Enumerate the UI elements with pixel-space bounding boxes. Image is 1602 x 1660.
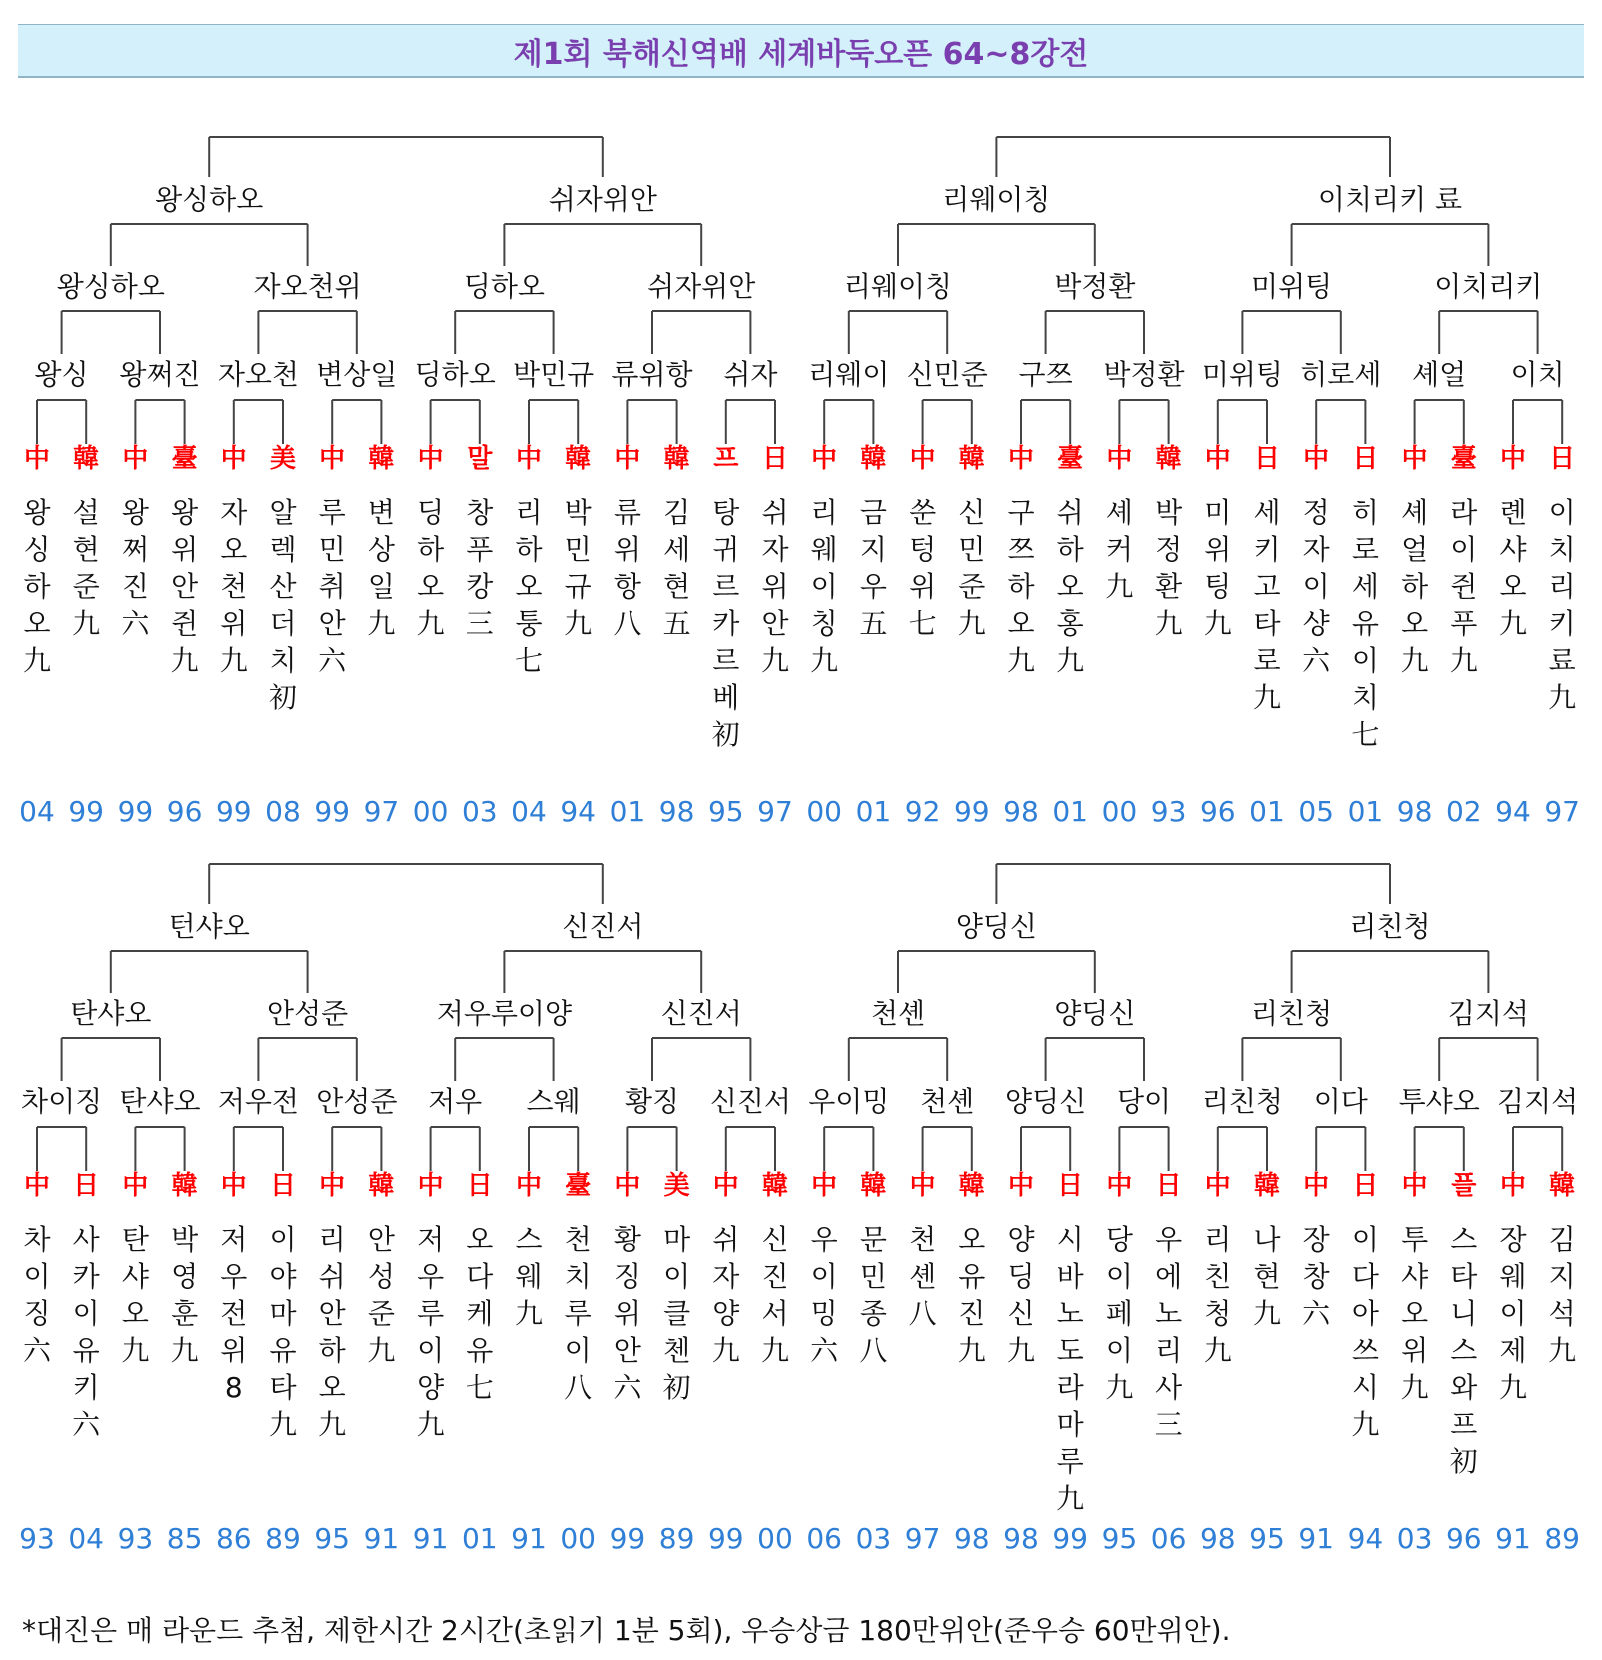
round16-winner: 딩하오 xyxy=(463,270,545,303)
player-name: 이치리키료九 xyxy=(1548,496,1577,714)
birth-year: 05 xyxy=(1298,795,1335,828)
birth-year: 03 xyxy=(1396,1522,1433,1555)
round16-winner: 자오천위 xyxy=(253,270,362,303)
country-flag: 中 xyxy=(122,1171,149,1201)
player-name: 셰얼하오九 xyxy=(1400,496,1429,677)
birth-year: 91 xyxy=(412,1522,449,1555)
round16-winner: 리친청 xyxy=(1251,997,1333,1030)
player-name: 쑨텅위七 xyxy=(908,496,937,640)
country-flag: 韓 xyxy=(1549,1171,1576,1201)
round16-winner: 박정환 xyxy=(1054,270,1136,303)
birth-year: 95 xyxy=(707,795,744,828)
birth-year: 01 xyxy=(1052,795,1089,828)
birth-year: 99 xyxy=(314,795,351,828)
birth-year: 85 xyxy=(166,1522,203,1555)
country-flag: 플 xyxy=(1451,1171,1477,1201)
birth-year: 99 xyxy=(953,795,990,828)
round32-winner: 저우 xyxy=(428,1085,483,1118)
country-flag: 日 xyxy=(1549,444,1576,474)
country-flag: 日 xyxy=(1352,444,1379,474)
player-name: 스웨九 xyxy=(514,1223,543,1330)
birth-year: 99 xyxy=(215,795,252,828)
birth-year: 00 xyxy=(1101,795,1138,828)
round32-winner: 당이 xyxy=(1116,1085,1172,1118)
country-flag: 中 xyxy=(1007,444,1035,474)
birth-year: 91 xyxy=(363,1522,400,1555)
round32-winner: 히로세 xyxy=(1300,358,1382,391)
round16-winner: 천셴 xyxy=(870,997,926,1030)
round32-winner: 김지석 xyxy=(1497,1085,1579,1118)
birth-year: 00 xyxy=(560,1522,597,1555)
player-name: 쉬자위안九 xyxy=(760,496,789,677)
birth-year: 95 xyxy=(1249,1522,1285,1555)
player-name: 천셴八 xyxy=(908,1223,937,1330)
birth-year: 01 xyxy=(609,795,646,828)
birth-year: 93 xyxy=(117,1522,154,1555)
birth-year: 99 xyxy=(609,1522,646,1555)
birth-year: 00 xyxy=(757,1522,793,1555)
player-name: 변상일九 xyxy=(367,496,396,640)
round32-winner: 왕싱 xyxy=(34,358,89,391)
birth-year: 97 xyxy=(1544,795,1581,828)
country-flag: 韓 xyxy=(73,444,100,474)
player-name: 저우루이양九 xyxy=(416,1223,445,1441)
birth-year: 99 xyxy=(117,795,154,828)
round8-winner: 리웨이칭 xyxy=(942,183,1051,216)
round32-winner: 박민규 xyxy=(513,358,595,391)
country-flag: 韓 xyxy=(958,1171,985,1201)
birth-year: 98 xyxy=(1003,795,1039,828)
player-name: 박영훈九 xyxy=(170,1223,199,1367)
country-flag: 中 xyxy=(1204,444,1231,474)
round32-winner: 류위항 xyxy=(611,358,693,391)
birth-year: 91 xyxy=(1298,1522,1335,1555)
round16-winner: 왕싱하오 xyxy=(56,270,165,303)
country-flag: 韓 xyxy=(860,444,887,474)
country-flag: 韓 xyxy=(1155,444,1182,474)
player-name: 박정환九 xyxy=(1154,496,1183,640)
player-name: 쉬자양九 xyxy=(711,1223,740,1367)
country-flag: 臺 xyxy=(1450,444,1477,474)
country-flag: 中 xyxy=(417,444,444,474)
player-name: 시바노도라마루九 xyxy=(1056,1223,1085,1515)
birth-year: 01 xyxy=(1347,795,1384,828)
player-name: 쉬하오홍九 xyxy=(1056,496,1085,677)
birth-year: 98 xyxy=(1396,795,1433,828)
birth-year: 04 xyxy=(511,795,547,828)
country-flag: 中 xyxy=(1303,444,1330,474)
footnote: *대진은 매 라운드 추첨, 제한시간 2시간(초읽기 1분 5회), 우승상금 180만위안(준우승 60만위안). xyxy=(22,1614,1231,1647)
birth-year: 96 xyxy=(1445,1522,1482,1555)
player-name: 탕귀르카르베初 xyxy=(711,496,740,751)
birth-year: 98 xyxy=(953,1522,990,1555)
country-flag: 韓 xyxy=(368,444,395,474)
round8-winner: 쉬자위안 xyxy=(548,183,657,216)
country-flag: 中 xyxy=(319,444,346,474)
player-name: 김지석九 xyxy=(1548,1223,1577,1367)
birth-year: 02 xyxy=(1445,795,1482,828)
birth-year: 98 xyxy=(1003,1522,1039,1555)
country-flag: 日 xyxy=(269,1171,297,1201)
country-flag: 中 xyxy=(319,1171,346,1201)
round32-winner: 차이징 xyxy=(21,1085,103,1118)
birth-year: 93 xyxy=(19,1522,55,1555)
player-name: 사카이유키六 xyxy=(72,1223,101,1441)
round32-winner: 변상일 xyxy=(316,358,398,391)
player-name: 안성준九 xyxy=(367,1223,396,1367)
birth-year: 01 xyxy=(855,795,892,828)
country-flag: 中 xyxy=(909,444,936,474)
country-flag: 韓 xyxy=(761,1171,789,1201)
player-name: 루민취안六 xyxy=(318,496,347,677)
round32-winner: 황징 xyxy=(624,1085,680,1118)
country-flag: 日 xyxy=(73,1171,100,1201)
country-flag: 韓 xyxy=(958,444,985,474)
birth-year: 97 xyxy=(363,795,400,828)
country-flag: 日 xyxy=(1057,1171,1084,1201)
round32-winner: 신진서 xyxy=(709,1085,791,1118)
player-name: 이다아쓰시九 xyxy=(1351,1223,1380,1441)
player-name: 장웨이제九 xyxy=(1498,1223,1527,1404)
birth-year: 96 xyxy=(1199,795,1236,828)
birth-year: 89 xyxy=(658,1522,695,1555)
player-name: 창푸캉三 xyxy=(465,496,494,640)
country-flag: 中 xyxy=(515,1171,543,1201)
player-name: 차이징六 xyxy=(22,1223,51,1367)
round8-winner: 양딩신 xyxy=(955,910,1037,943)
country-flag: 臺 xyxy=(565,1171,592,1201)
birth-year: 08 xyxy=(265,795,301,828)
round32-winner: 이다 xyxy=(1313,1085,1368,1118)
birth-year: 91 xyxy=(511,1522,547,1555)
country-flag: 中 xyxy=(1106,1171,1133,1201)
player-name: 나현九 xyxy=(1252,1223,1281,1330)
country-flag: 中 xyxy=(614,444,641,474)
birth-year: 89 xyxy=(265,1522,301,1555)
country-flag: 美 xyxy=(269,444,297,474)
round32-winner: 탄샤오 xyxy=(119,1085,201,1118)
country-flag: 日 xyxy=(761,444,789,474)
country-flag: 中 xyxy=(909,1171,936,1201)
country-flag: 中 xyxy=(1401,444,1428,474)
player-name: 신진서九 xyxy=(760,1223,789,1367)
birth-year: 00 xyxy=(806,795,843,828)
birth-year: 95 xyxy=(1101,1522,1138,1555)
country-flag: 말 xyxy=(467,444,493,474)
round32-winner: 구쯔 xyxy=(1018,358,1073,391)
player-name: 딩하오九 xyxy=(416,496,445,640)
birth-year: 99 xyxy=(1052,1522,1089,1555)
country-flag: 中 xyxy=(23,1171,51,1201)
player-name: 미위팅九 xyxy=(1203,496,1232,640)
round32-winner: 우이밍 xyxy=(808,1085,890,1118)
round32-winner: 천셴 xyxy=(920,1085,975,1118)
player-name: 왕싱하오九 xyxy=(22,496,51,677)
player-name: 스타니스와프初 xyxy=(1449,1223,1478,1478)
birth-year: 03 xyxy=(855,1522,892,1555)
birth-year: 97 xyxy=(757,795,793,828)
player-name: 우이밍六 xyxy=(810,1223,839,1367)
player-name: 정자이샹六 xyxy=(1302,496,1331,677)
player-name: 왕위안쥔九 xyxy=(170,496,199,677)
country-flag: 日 xyxy=(1352,1171,1379,1201)
round32-winner: 양딩신 xyxy=(1005,1085,1087,1118)
player-name: 황징위안六 xyxy=(613,1223,642,1404)
round32-winner: 자오천 xyxy=(217,358,299,391)
player-name: 박민규九 xyxy=(564,496,593,640)
birth-year: 99 xyxy=(68,795,105,828)
round32-winner: 딩하오 xyxy=(414,358,496,391)
round32-winner: 저우전 xyxy=(217,1085,299,1118)
birth-year: 06 xyxy=(1150,1522,1187,1555)
birth-year: 94 xyxy=(1495,795,1531,828)
country-flag: 中 xyxy=(1106,444,1133,474)
player-name: 이야마유타九 xyxy=(268,1223,297,1441)
round16-winner: 리웨이칭 xyxy=(843,270,953,303)
birth-year: 01 xyxy=(1249,795,1285,828)
birth-year: 01 xyxy=(461,1522,498,1555)
birth-year: 92 xyxy=(904,795,941,828)
country-flag: 日 xyxy=(1253,444,1281,474)
player-name: 자오천위九 xyxy=(219,496,248,677)
birth-year: 99 xyxy=(707,1522,744,1555)
player-name: 설현준九 xyxy=(72,496,101,640)
country-flag: 韓 xyxy=(368,1171,395,1201)
player-name: 김세현五 xyxy=(662,496,691,640)
country-flag: 中 xyxy=(614,1171,641,1201)
country-flag: 中 xyxy=(23,444,51,474)
country-flag: 中 xyxy=(220,1171,247,1201)
birth-year: 89 xyxy=(1544,1522,1581,1555)
player-name: 롄샤오九 xyxy=(1498,496,1527,640)
birth-year: 94 xyxy=(560,795,597,828)
player-name: 우에노리사三 xyxy=(1154,1223,1183,1441)
player-name: 당이페이九 xyxy=(1105,1223,1134,1404)
player-name: 류위항八 xyxy=(613,496,642,640)
country-flag: 日 xyxy=(466,1171,493,1201)
round8-winner: 이치리키 료 xyxy=(1317,183,1463,216)
round8-winner: 리친청 xyxy=(1349,910,1431,943)
birth-year: 04 xyxy=(19,795,55,828)
player-name: 리하오퉁七 xyxy=(514,496,543,677)
round32-winner: 쉬자 xyxy=(723,358,778,391)
country-flag: 韓 xyxy=(171,1171,198,1201)
round16-winner: 쉬자위안 xyxy=(647,270,756,303)
country-flag: 韓 xyxy=(663,444,690,474)
round16-winner: 미위팅 xyxy=(1251,270,1333,303)
country-flag: 中 xyxy=(1007,1171,1035,1201)
round32-winner: 리친청 xyxy=(1201,1085,1283,1118)
country-flag: 中 xyxy=(417,1171,444,1201)
birth-year: 06 xyxy=(806,1522,843,1555)
birth-year: 98 xyxy=(1199,1522,1236,1555)
birth-year: 95 xyxy=(314,1522,351,1555)
country-flag: 臺 xyxy=(171,444,198,474)
birth-year: 04 xyxy=(68,1522,105,1555)
country-flag: 中 xyxy=(122,444,149,474)
player-name: 신민준九 xyxy=(957,496,986,640)
round32-winner: 이치 xyxy=(1510,358,1565,391)
player-name: 리친청九 xyxy=(1203,1223,1232,1367)
player-name: 히로세유이치七 xyxy=(1351,496,1380,751)
country-flag: 中 xyxy=(515,444,543,474)
country-flag: 中 xyxy=(811,444,838,474)
player-name: 저우전위8 xyxy=(220,1223,248,1404)
round16-winner: 신진서 xyxy=(660,997,742,1030)
country-flag: 中 xyxy=(1499,1171,1527,1201)
round32-winner: 박정환 xyxy=(1103,358,1185,391)
country-flag: 日 xyxy=(1155,1171,1182,1201)
country-flag: 美 xyxy=(663,1171,690,1201)
country-flag: 韓 xyxy=(565,444,592,474)
round32-winner: 스웨 xyxy=(526,1085,581,1118)
country-flag: 韓 xyxy=(1253,1171,1281,1201)
country-flag: 中 xyxy=(811,1171,838,1201)
country-flag: 中 xyxy=(1499,444,1527,474)
birth-year: 96 xyxy=(166,795,203,828)
player-name: 오유진九 xyxy=(957,1223,986,1367)
round32-winner: 셰얼 xyxy=(1412,358,1467,391)
player-name: 리웨이칭九 xyxy=(810,496,839,677)
round16-winner: 저우루이양 xyxy=(436,997,573,1030)
birth-year: 97 xyxy=(904,1522,941,1555)
birth-year: 03 xyxy=(461,795,498,828)
country-flag: 中 xyxy=(1204,1171,1231,1201)
country-flag: 中 xyxy=(712,1171,739,1201)
round32-winner: 투샤오 xyxy=(1398,1085,1480,1118)
player-name: 오다케유七 xyxy=(465,1223,494,1404)
country-flag: 韓 xyxy=(860,1171,887,1201)
player-name: 셰커九 xyxy=(1105,496,1134,603)
player-name: 양딩신九 xyxy=(1006,1223,1035,1367)
player-name: 탄샤오九 xyxy=(121,1223,150,1367)
player-name: 마이클첸初 xyxy=(662,1223,691,1404)
player-name: 문민종八 xyxy=(859,1223,888,1367)
round16-winner: 양딩신 xyxy=(1054,997,1136,1030)
country-flag: 中 xyxy=(220,444,247,474)
birth-year: 98 xyxy=(658,795,695,828)
birth-year: 86 xyxy=(215,1522,252,1555)
player-name: 알렉산더치初 xyxy=(268,496,297,714)
birth-year: 93 xyxy=(1150,795,1187,828)
country-flag: 프 xyxy=(713,444,739,474)
round8-winner: 턴샤오 xyxy=(168,910,250,943)
round32-winner: 안성준 xyxy=(316,1085,398,1118)
page-title: 제1회 북해신역배 세계바둑오픈 64~8강전 xyxy=(513,36,1089,72)
player-name: 구쯔하오九 xyxy=(1006,496,1035,677)
round32-winner: 신민준 xyxy=(906,358,988,391)
player-name: 투샤오위九 xyxy=(1400,1223,1429,1404)
player-name: 세키고타로九 xyxy=(1252,496,1281,714)
country-flag: 中 xyxy=(1303,1171,1330,1201)
player-name: 왕쩌진六 xyxy=(121,496,150,640)
round16-winner: 김지석 xyxy=(1447,997,1529,1030)
player-name: 천치루이八 xyxy=(564,1223,593,1404)
player-name: 금지우五 xyxy=(859,496,888,640)
round16-winner: 이치리키 xyxy=(1434,270,1543,303)
player-name: 장창六 xyxy=(1302,1223,1331,1330)
round8-winner: 신진서 xyxy=(562,910,644,943)
player-name: 리쉬안하오九 xyxy=(318,1223,347,1441)
round16-winner: 안성준 xyxy=(267,997,349,1030)
birth-year: 00 xyxy=(412,795,449,828)
round32-winner: 리웨이 xyxy=(808,358,890,391)
country-flag: 中 xyxy=(1401,1171,1428,1201)
birth-year: 91 xyxy=(1495,1522,1531,1555)
round32-winner: 미위팅 xyxy=(1201,358,1283,391)
round16-winner: 탄샤오 xyxy=(70,997,152,1030)
birth-year: 94 xyxy=(1347,1522,1384,1555)
country-flag: 臺 xyxy=(1057,444,1084,474)
round8-winner: 왕싱하오 xyxy=(155,183,264,216)
round32-winner: 왕쩌진 xyxy=(119,358,201,391)
player-name: 라이쥔푸九 xyxy=(1449,496,1478,677)
